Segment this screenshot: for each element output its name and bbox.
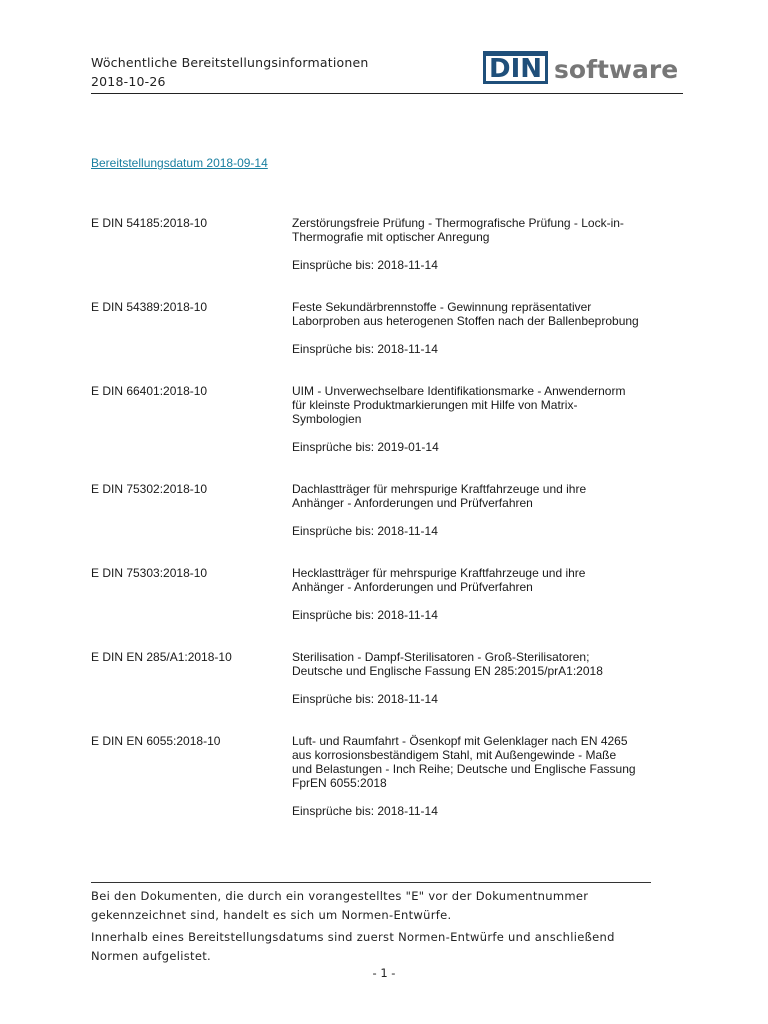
standard-title	[292, 650, 672, 678]
logo-software-text: software	[554, 55, 679, 84]
standard-code: E DIN 54185:2018-10	[91, 216, 208, 230]
standard-entry	[91, 482, 681, 542]
standard-title	[292, 566, 672, 594]
title-line: UIM - Unverwechselbare Identifikationsmarke - Anwendernorm	[292, 384, 626, 398]
din-software-logo	[483, 44, 678, 84]
page-header	[91, 54, 683, 94]
standard-title	[292, 216, 672, 244]
standard-entry	[91, 734, 681, 822]
standard-code: E DIN 75302:2018-10	[91, 482, 208, 496]
standard-title	[292, 734, 672, 790]
page-number: - 1 -	[372, 966, 396, 980]
standard-entry	[91, 650, 681, 710]
standard-code: E DIN 66401:2018-10	[91, 384, 208, 398]
standard-code: E DIN 54389:2018-10	[91, 300, 208, 314]
title-line: Symbologien	[292, 412, 362, 426]
title-line: und Belastungen - Inch Reihe; Deutsche und Englische Fassung	[292, 762, 636, 776]
title-line: Thermografie mit optischer Anregung	[292, 230, 490, 244]
header-divider	[91, 93, 683, 94]
header-date: 2018-10-26	[91, 74, 166, 89]
footnote-paragraph-1	[91, 887, 671, 925]
title-line: Deutsche und Englische Fassung EN 285:2015/prA1:2018	[292, 664, 603, 678]
standard-entry	[91, 216, 681, 276]
objection-deadline: Einsprüche bis: 2018-11-14	[292, 804, 438, 818]
standard-code: E DIN 75303:2018-10	[91, 566, 208, 580]
provision-date-link[interactable]: Bereitstellungsdatum 2018-09-14	[91, 156, 268, 170]
title-line: Anhänger - Anforderungen und Prüfverfahren	[292, 496, 533, 510]
title-line: Hecklastträger für mehrspurige Kraftfahrzeuge und ihre	[292, 566, 586, 580]
standard-entry	[91, 566, 681, 626]
footnote-paragraph-2	[91, 928, 671, 966]
title-line: Anhänger - Anforderungen und Prüfverfahren	[292, 580, 533, 594]
title-line: Zerstörungsfreie Prüfung - Thermografische Prüfung - Lock-in-	[292, 216, 624, 230]
standard-title	[292, 482, 672, 510]
standard-title	[292, 300, 672, 328]
objection-deadline: Einsprüche bis: 2018-11-14	[292, 524, 438, 538]
title-line: Luft- und Raumfahrt - Ösenkopf mit Gelenklager nach EN 4265	[292, 734, 628, 748]
footnote-line: Bei den Dokumenten, die durch ein vorangestelltes "E" vor der Dokumentnummer	[91, 889, 589, 903]
objection-deadline: Einsprüche bis: 2019-01-14	[292, 440, 439, 454]
footnote-line: Normen aufgelistet.	[91, 949, 211, 963]
title-line: Laborproben aus heterogenen Stoffen nach der Ballenbeprobung	[292, 314, 639, 328]
footnote-line: Innerhalb eines Bereitstellungsdatums sind zuerst Normen-Entwürfe und anschließend	[91, 930, 615, 944]
footnote-line: gekennzeichnet sind, handelt es sich um Normen-Entwürfe.	[91, 908, 452, 922]
title-line: Feste Sekundärbrennstoffe - Gewinnung repräsentativer	[292, 300, 592, 314]
objection-deadline: Einsprüche bis: 2018-11-14	[292, 258, 438, 272]
standard-entry	[91, 300, 681, 360]
header-title: Wöchentliche Bereitstellungsinformationen	[91, 55, 369, 70]
title-line: Sterilisation - Dampf-Sterilisatoren - Groß-Sterilisatoren;	[292, 650, 590, 664]
title-line: FprEN 6055:2018	[292, 776, 387, 790]
standard-title	[292, 384, 672, 426]
objection-deadline: Einsprüche bis: 2018-11-14	[292, 342, 438, 356]
objection-deadline: Einsprüche bis: 2018-11-14	[292, 692, 438, 706]
title-line: aus korrosionsbeständigem Stahl, mit Außengewinde - Maße	[292, 748, 617, 762]
standard-code: E DIN EN 6055:2018-10	[91, 734, 221, 748]
standard-entry	[91, 384, 681, 458]
standard-code: E DIN EN 285/A1:2018-10	[91, 650, 232, 664]
objection-deadline: Einsprüche bis: 2018-11-14	[292, 608, 438, 622]
din-logo-mark: DIN	[483, 51, 548, 84]
title-line: Dachlastträger für mehrspurige Kraftfahrzeuge und ihre	[292, 482, 587, 496]
title-line: für kleinste Produktmarkierungen mit Hilfe von Matrix-	[292, 398, 578, 412]
footnote-separator	[91, 882, 651, 883]
